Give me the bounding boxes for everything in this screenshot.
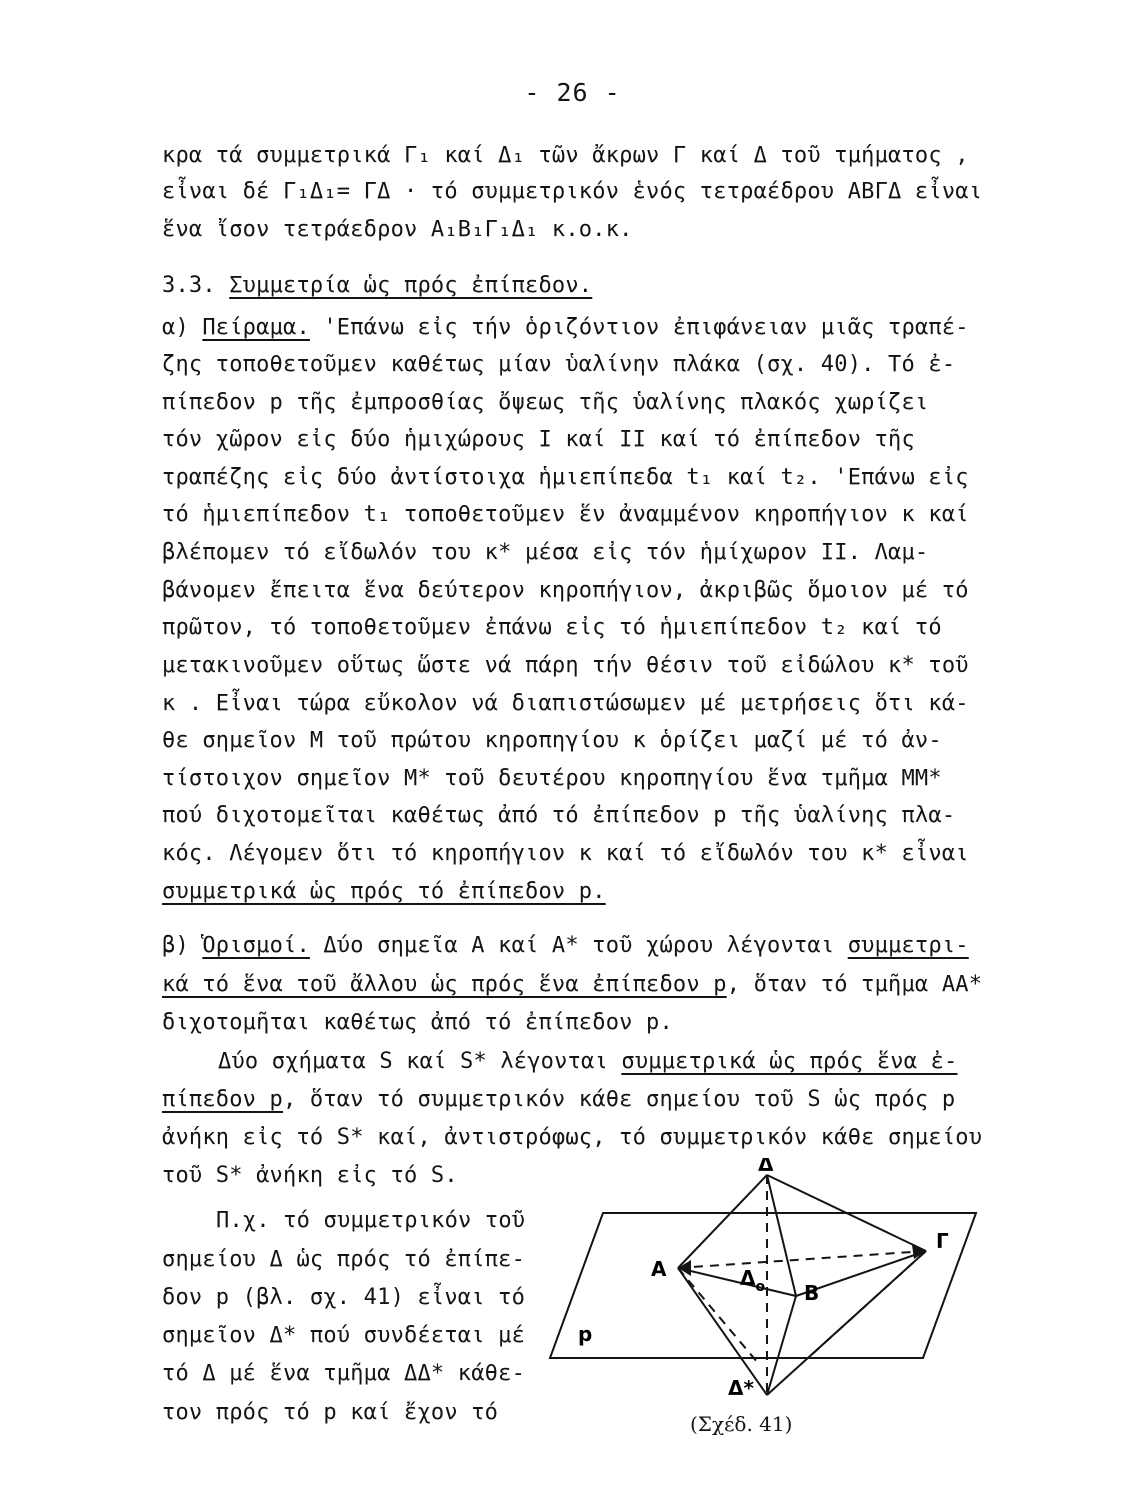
figure-caption: (Σχέδ. 41) xyxy=(690,1412,793,1436)
figures-def-underlined-1: συμμετρικά ὡς πρός ἕνα ἐ- xyxy=(621,1049,958,1074)
experiment-line: βλέπομεν τό εἴδωλόν του κ* μέσα εἰς τόν ἡμίχωρον ΙΙ. Λαμ- xyxy=(162,540,929,565)
experiment-line: πού διχοτομεῖται καθέτως ἀπό τό ἐπίπεδον p τῆς ὑαλίνης πλα- xyxy=(162,803,956,828)
figure-41 xyxy=(548,1158,978,1448)
figures-def-underlined-2: πίπεδον p xyxy=(162,1087,284,1112)
section-title: Συμμετρία ὡς πρός ἐπίπεδον. xyxy=(229,273,593,298)
section-heading xyxy=(162,271,592,301)
experiment-line: τόν χῶρον εἰς δύο ἡμιχώρους Ι καί ΙΙ καί τό ἐπίπεδον τῆς xyxy=(162,427,915,452)
figures-def-text-2: , ὅταν τό συμμετρικόν κάθε σημείου τοῦ S ὡς πρός p xyxy=(283,1087,956,1112)
figures-def-text-1: Δύο σχήματα S καί S* λέγονται xyxy=(218,1049,608,1074)
definition-line-1 xyxy=(162,931,969,961)
experiment-line: ζης τοποθετοῦμεν καθέτως μίαν ὑαλίνην πλάκα (σχ. 40). Τό ἐ- xyxy=(162,352,956,377)
intro-line-3: ἕνα ἴσον τετράεδρον Α₁Β₁Γ₁Δ₁ κ.ο.κ. xyxy=(162,217,633,242)
definition-text-2: , ὅταν τό τμῆμα ΑΑ* xyxy=(726,972,983,997)
example-line: τό Δ μέ ἕνα τμῆμα ΔΔ* κάθε- xyxy=(162,1361,526,1386)
definition-text-1: Δύο σημεῖα Α καί Α* τοῦ χώρου λέγονται xyxy=(323,933,835,958)
definition-line-2 xyxy=(162,970,982,1000)
figures-def-line-4: τοῦ S* ἀνήκη εἰς τό S. xyxy=(162,1163,458,1188)
example-line: σημείου Δ ὡς πρός τό ἐπίπε- xyxy=(162,1247,526,1272)
experiment-underlined-end xyxy=(162,877,606,907)
experiment-line: θε σημεῖον Μ τοῦ πρώτου κηροπηγίου κ ὁρίζει μαζί μέ τό ἀν- xyxy=(162,728,942,753)
experiment-marker: α) xyxy=(162,315,189,340)
edge-delta-b xyxy=(767,1175,796,1296)
experiment-first-line xyxy=(162,313,969,343)
example-line: σημεῖον Δ* πού συνδέεται μέ xyxy=(162,1323,526,1348)
intro-line-1: κρα τά συμμετρικά Γ₁ καί Δ₁ τῶν ἄκρων Γ καί Δ τοῦ τμήματος , xyxy=(162,143,969,168)
section-number: 3.3. xyxy=(162,273,216,298)
edge-delta-a xyxy=(678,1175,767,1268)
experiment-line: τίστοιχον σημεῖον Μ* τοῦ δευτέρου κηροπηγίου ἕνα τμῆμα ΜΜ* xyxy=(162,766,942,791)
intro-line-2: εἶναι δέ Γ₁Δ₁= ΓΔ · τό συμμετρικόν ἑνός τετραέδρου ΑΒΓΔ εἶναι xyxy=(162,179,983,204)
definition-underlined-1: συμμετρι- xyxy=(847,933,969,958)
label-delta-star: Δ* xyxy=(728,1376,754,1400)
label-delta: Δ xyxy=(758,1158,774,1176)
experiment-line: μετακινοῦμεν οὕτως ὥστε νά πάρη τήν θέσιν τοῦ εἰδώλου κ* τοῦ xyxy=(162,653,969,678)
definition-marker: β) xyxy=(162,933,189,958)
experiment-line: πίπεδον p τῆς ἐμπροσθίας ὄψεως τῆς ὑαλίνης πλακός χωρίζει xyxy=(162,390,929,415)
example-line: Π.χ. τό συμμετρικόν τοῦ xyxy=(216,1208,526,1233)
example-line: δον p (βλ. σχ. 41) εἶναι τό xyxy=(162,1285,526,1310)
definition-line-3: διχοτομῆται καθέτως ἀπό τό ἐπίπεδον p. xyxy=(162,1010,673,1035)
page-number: - 26 - xyxy=(524,78,621,107)
experiment-first-text: 'Επάνω εἰς τήν ὁριζόντιον ἐπιφάνειαν μιᾶς τραπέ- xyxy=(323,315,969,340)
label-delta-o xyxy=(740,1266,765,1295)
edge-b-deltastar xyxy=(767,1296,796,1395)
label-a: A xyxy=(651,1257,667,1281)
hidden-edge-a-gamma xyxy=(678,1251,926,1268)
experiment-line: βάνομεν ἔπειτα ἕνα δεύτερον κηροπήγιον, ἀκριβῶς ὅμοιον μέ τό xyxy=(162,578,969,603)
label-delta-o-sub: o xyxy=(755,1279,766,1295)
experiment-line: πρῶτον, τό τοποθετοῦμεν ἐπάνω εἰς τό ἡμιεπίπεδον t₂ καί τό xyxy=(162,615,942,640)
figure-41-diagram xyxy=(548,1158,978,1448)
label-plane-p: p xyxy=(578,1322,593,1346)
label-delta-o-main: Δ xyxy=(740,1266,756,1290)
experiment-line: τό ἡμιεπίπεδον t₁ τοποθετοῦμεν ἕν ἀναμμένον κηροπήγιον κ καί xyxy=(162,502,969,527)
definition-underlined-2: κά τό ἕνα τοῦ ἄλλου ὡς πρός ἕνα ἐπίπεδον p xyxy=(162,972,727,997)
definition-label: Ὁρισμοί. xyxy=(202,933,310,958)
figures-def-line-1 xyxy=(218,1047,958,1077)
experiment-conclusion: συμμετρικά ὡς πρός τό ἐπίπεδον p. xyxy=(162,879,606,904)
label-gamma: Γ xyxy=(936,1229,949,1253)
experiment-label: Πείραμα. xyxy=(202,315,310,340)
label-b: B xyxy=(804,1281,820,1305)
figures-def-line-2 xyxy=(162,1085,955,1115)
example-line: τον πρός τό p καί ἔχον τό xyxy=(162,1400,499,1425)
experiment-line: κ . Εἶναι τώρα εὔκολον νά διαπιστώσωμεν μέ μετρήσεις ὅτι κά- xyxy=(162,691,969,716)
experiment-line: τραπέζης εἰς δύο ἀντίστοιχα ἡμιεπίπεδα t₁ καί t₂. 'Επάνω εἰς xyxy=(162,465,969,490)
experiment-line: κός. Λέγομεν ὅτι τό κηροπήγιον κ καί τό εἴδωλόν του κ* εἶναι xyxy=(162,841,969,866)
figures-def-line-3: ἀνήκη εἰς τό S* καί, ἀντιστρόφως, τό συμμετρικόν κάθε σημείου xyxy=(162,1125,983,1150)
